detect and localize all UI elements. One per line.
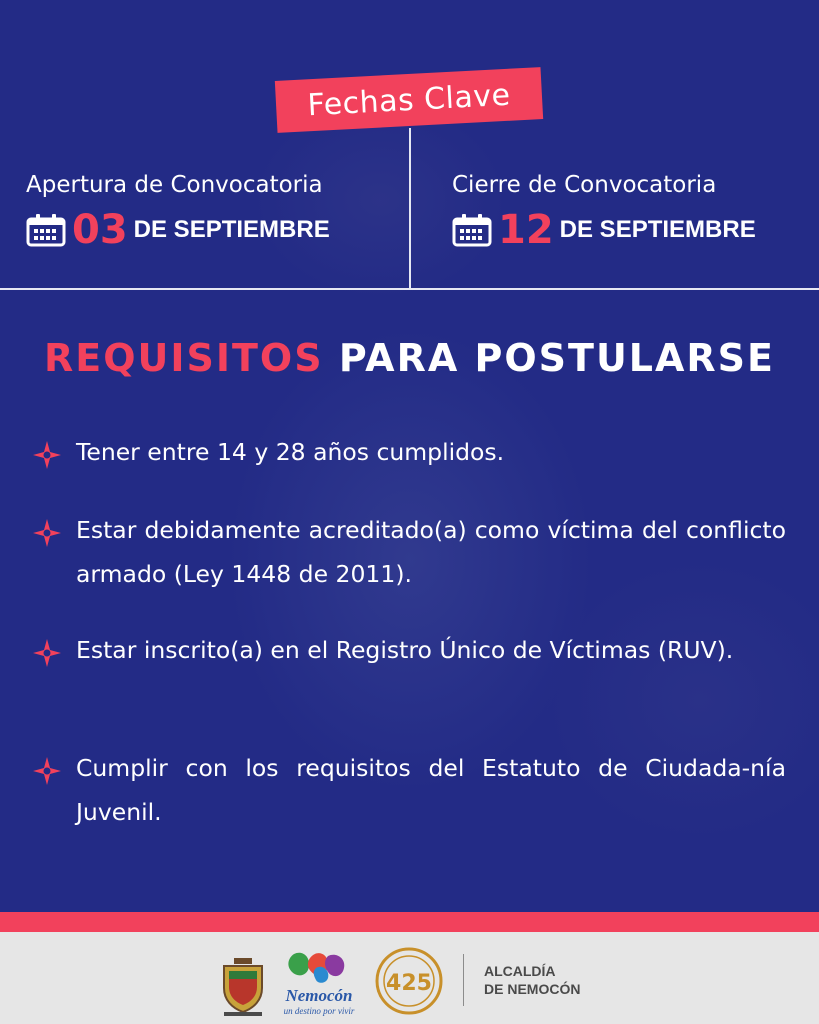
anniversary-seal-icon	[374, 946, 444, 1016]
sparkle-bullet-icon	[32, 518, 62, 548]
footer	[0, 932, 819, 1024]
opening-month: DE SEPTIEMBRE	[133, 216, 330, 243]
nemocon-logo-tagline: un destino por vivir	[283, 1006, 355, 1016]
closing-date-row	[452, 207, 819, 253]
alcaldia-line-1: ALCALDÍA	[484, 963, 556, 979]
accent-strip	[0, 912, 819, 932]
nemocon-logo	[276, 948, 362, 1018]
requirement-text: Estar debidamente acreditado(a) como víctima del conflicto armado (Ley 1448 de 2011).	[76, 516, 786, 588]
requirements-title-highlight: REQUISITOS	[43, 336, 324, 380]
requirement-item	[32, 508, 786, 596]
requirement-text: Tener entre 14 y 28 años cumplidos.	[76, 438, 505, 466]
sparkle-bullet-icon	[32, 440, 62, 470]
requirement-item	[32, 746, 786, 834]
sparkle-bullet-icon	[32, 638, 62, 668]
requirements-title-rest: PARA POSTULARSE	[323, 336, 776, 380]
alcaldia-label	[484, 962, 580, 998]
nemocon-logo-name: Nemocón	[285, 986, 353, 1005]
anniversary-number: 425	[386, 971, 432, 996]
sparkle-bullet-icon	[32, 756, 62, 786]
opening-date-block	[26, 172, 406, 253]
requirement-item	[32, 430, 786, 474]
opening-date-row	[26, 207, 406, 253]
key-dates-badge	[275, 67, 543, 133]
requirement-text: Estar inscrito(a) en el Registro Único de Víctimas (RUV).	[76, 636, 734, 664]
key-dates-title: Fechas Clave	[306, 77, 512, 123]
opening-date-label: Apertura de Convocatoria	[26, 172, 323, 198]
requirement-text: Cumplir con los requisitos del Estatuto de Ciudada-nía Juvenil.	[76, 754, 786, 826]
requirements-title	[0, 336, 819, 380]
dates-divider-vertical	[409, 128, 411, 288]
opening-day: 03	[72, 207, 128, 253]
dates-divider-horizontal	[0, 288, 819, 290]
calendar-icon	[452, 213, 492, 247]
footer-divider	[463, 954, 464, 1006]
nemocon-logo-shapes-icon	[276, 948, 362, 986]
closing-month: DE SEPTIEMBRE	[559, 216, 756, 243]
calendar-icon	[26, 213, 66, 247]
requirement-item	[32, 628, 786, 672]
municipal-shield-icon	[220, 958, 266, 1016]
alcaldia-line-2: DE NEMOCÓN	[484, 981, 581, 997]
closing-date-block	[452, 172, 819, 253]
closing-date-label: Cierre de Convocatoria	[452, 172, 717, 198]
closing-day: 12	[498, 207, 554, 253]
